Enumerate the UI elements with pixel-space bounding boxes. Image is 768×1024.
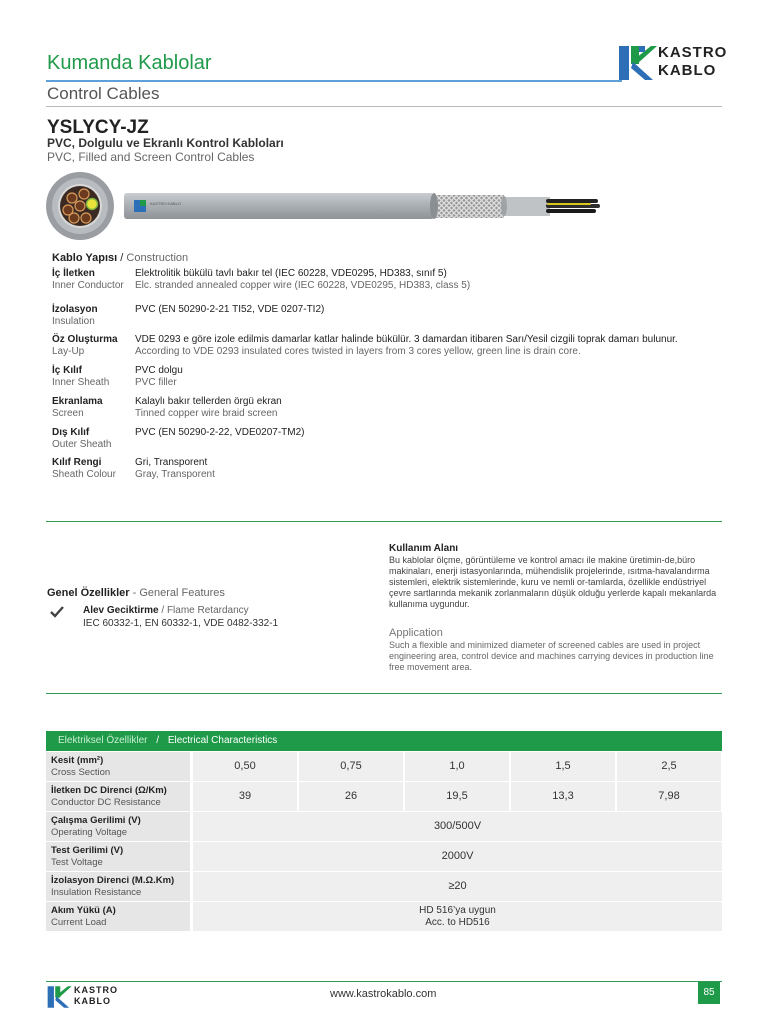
- cable-illustration: [44, 168, 604, 248]
- construction-label-tr: İzolasyon: [52, 304, 98, 315]
- kastro-logo-icon: [617, 44, 657, 82]
- electrical-label-tr: İzolasyon Direnci (M.Ω.Km): [51, 875, 175, 886]
- electrical-label-en: Operating Voltage: [51, 827, 128, 838]
- electrical-cell: 7,98: [617, 782, 721, 811]
- construction-label-en: Screen: [52, 408, 84, 419]
- feature-value: IEC 60332-1, EN 60332-1, VDE 0482-332-1: [83, 618, 279, 629]
- construction-value-en: Gray, Transporent: [135, 469, 215, 480]
- section-divider-2: [46, 693, 722, 694]
- electrical-row-label: [46, 902, 190, 931]
- feature-title-sep: /: [158, 605, 167, 616]
- construction-value-en: According to VDE 0293 insulated cores twisted in layers from 3 cores yellow, green line is drain core.: [135, 346, 581, 357]
- electrical-span-value: 300/500V: [433, 820, 482, 832]
- features-heading: [47, 587, 225, 599]
- electrical-label-tr: Akım Yükü (A): [51, 905, 116, 916]
- electrical-span-value: HD 516’ya uygun: [419, 905, 496, 916]
- electrical-label-en: Test Voltage: [51, 857, 103, 868]
- brand-logo: [617, 44, 728, 84]
- header-rule: [46, 80, 622, 82]
- construction-heading-tr: Kablo Yapısı: [52, 252, 118, 264]
- construction-value-tr: Elektrolitik bükülü tavlı bakır tel (IEC 60228, VDE0295, HD383, sınıf 5): [135, 268, 447, 279]
- electrical-label-tr: Test Gerilimi (V): [51, 845, 124, 856]
- construction-value-tr: Kalaylı bakır tellerden örgü ekran: [135, 396, 282, 407]
- electrical-span-value-en: Acc. to HD516: [425, 917, 490, 928]
- electrical-span-cell: [193, 842, 722, 871]
- page-title-en: Control Cables: [47, 84, 160, 103]
- construction-label-en: Lay-Up: [52, 346, 85, 357]
- electrical-row: [46, 752, 722, 781]
- footer-logo-line1: KASTRO: [74, 985, 118, 995]
- footer-rule: [46, 981, 722, 982]
- construction-label-en: Inner Conductor: [52, 280, 124, 291]
- electrical-label-en: Cross Section: [51, 767, 111, 778]
- product-code: YSLYCY-JZ: [47, 117, 149, 138]
- electrical-span-cell: [193, 872, 722, 901]
- electrical-row: [46, 872, 722, 901]
- product-desc-tr: PVC, Dolgulu ve Ekranlı Kontrol Kabloları: [47, 136, 284, 150]
- electrical-span-cell: [193, 812, 722, 841]
- electrical-label-en: Current Load: [51, 917, 107, 928]
- electrical-cell: 2,5: [617, 752, 721, 781]
- electrical-heading-en: Electrical Characteristics: [167, 735, 278, 746]
- feature-title-tr: Alev Geciktirme: [83, 605, 159, 616]
- logo-line1: KASTRO: [658, 44, 728, 61]
- construction-label-en: Outer Sheath: [52, 439, 112, 450]
- electrical-label-en: Conductor DC Resistance: [51, 797, 161, 808]
- usage-text-tr: Bu kablolar ölçme, görüntüleme ve kontrol amacı ile makine üretimin-de,büro makinaları, enerji istasyonlarında, mühendislik projelerinde, ısıtma-havalandırma sistemleri, elektrik sistemlerinde, kuru ve nemli or-tamlarda, özellikle endüstriyel çevre sartlarında mekanik zorlanmaların düşük olduğu yerlerde kapalı mekanlarda kullanıma uygundur.: [389, 555, 717, 609]
- electrical-cell: 19,5: [405, 782, 509, 811]
- electrical-span-cell: [193, 902, 722, 931]
- electrical-heading-sep: /: [153, 735, 162, 746]
- electrical-span-value: 2000V: [441, 850, 474, 862]
- electrical-cell: 0,50: [193, 752, 297, 781]
- electrical-heading-tr: Elektriksel Özellikler: [58, 735, 148, 746]
- electrical-label-tr: İletken DC Direnci (Ω/Km): [51, 785, 167, 796]
- electrical-cell: 26: [299, 782, 403, 811]
- construction-label-en: Sheath Colour: [52, 469, 116, 480]
- header-divider: [46, 106, 722, 107]
- checkmark-icon: [50, 606, 64, 618]
- construction-value-tr: PVC dolgu: [135, 365, 183, 376]
- features-heading-sep: -: [129, 587, 140, 599]
- electrical-label-tr: Çalışma Gerilimi (V): [51, 815, 141, 826]
- construction-label-tr: Dış Kılıf: [52, 427, 90, 438]
- footer-logo: [46, 985, 116, 1009]
- electrical-row-label: [46, 842, 190, 871]
- construction-heading-sep: /: [117, 252, 127, 264]
- construction-value-en: PVC filler: [135, 377, 177, 388]
- electrical-cell: 13,3: [511, 782, 615, 811]
- electrical-row: [46, 812, 722, 841]
- construction-value-tr: Gri, Transporent: [135, 457, 208, 468]
- page-title-tr: Kumanda Kablolar: [47, 52, 212, 74]
- construction-value-en: Tinned copper wire braid screen: [135, 408, 278, 419]
- footer-url[interactable]: www.kastrokablo.com: [330, 988, 437, 1000]
- electrical-heading: [46, 731, 722, 751]
- construction-label-tr: İç İletken: [52, 268, 95, 279]
- electrical-span-value: ≥20: [448, 880, 467, 892]
- electrical-row: [46, 842, 722, 871]
- feature-item: [83, 605, 249, 616]
- construction-heading: [52, 252, 188, 264]
- footer-logo-line2: KABLO: [74, 996, 111, 1006]
- usage-title-tr: Kullanım Alanı: [389, 543, 459, 554]
- feature-title-en: Flame Retardancy: [166, 605, 249, 616]
- electrical-row-label: [46, 782, 190, 811]
- electrical-row-label: [46, 812, 190, 841]
- sheath-print: KASTRO KABLO: [150, 201, 181, 206]
- electrical-row-label: [46, 872, 190, 901]
- kastro-logo-icon: [46, 985, 72, 1009]
- features-heading-tr: Genel Özellikler: [47, 587, 130, 599]
- construction-value-tr: PVC (EN 50290-2-21 TI52, VDE 0207-TI2): [135, 304, 325, 315]
- electrical-label-en: Insulation Resistance: [51, 887, 142, 898]
- construction-label-tr: İç Kılıf: [52, 365, 83, 376]
- construction-heading-en: Construction: [126, 252, 189, 264]
- electrical-cell: 1,0: [405, 752, 509, 781]
- construction-value-en: Elc. stranded annealed copper wire (IEC 60228, VDE0295, HD383, class 5): [135, 280, 471, 291]
- construction-value-tr: VDE 0293 e göre izole edilmis damarlar katlar halinde bükülür. 3 damardan itibaren Sarı/Yesil cizgili toprak damarı bulunur.: [135, 334, 678, 345]
- product-desc-en: PVC, Filled and Screen Control Cables: [47, 150, 255, 164]
- electrical-row-label: [46, 752, 190, 781]
- electrical-label-tr: Kesit (mm²): [51, 755, 104, 766]
- electrical-cell: 1,5: [511, 752, 615, 781]
- construction-label-tr: Kılıf Rengi: [52, 457, 102, 468]
- construction-label-en: Insulation: [52, 316, 95, 327]
- features-heading-en: General Features: [139, 587, 225, 599]
- electrical-cell: 39: [193, 782, 297, 811]
- construction-label-tr: Ekranlama: [52, 396, 103, 407]
- electrical-row: [46, 782, 722, 811]
- construction-label-tr: Öz Oluşturma: [52, 334, 118, 345]
- usage-text-en: Such a flexible and minimized diameter of screened cables are used in project engineering area, control device and machines carrying devices in production line free movement area.: [389, 640, 714, 672]
- construction-value-tr: PVC (EN 50290-2-22, VDE0207-TM2): [135, 427, 305, 438]
- section-divider-1: [46, 521, 722, 522]
- usage-title-en: Application: [389, 627, 443, 639]
- logo-line2: KABLO: [658, 62, 717, 79]
- page-number: 85: [698, 982, 720, 1004]
- electrical-cell: 0,75: [299, 752, 403, 781]
- construction-label-en: Inner Sheath: [52, 377, 110, 388]
- electrical-row: [46, 902, 722, 931]
